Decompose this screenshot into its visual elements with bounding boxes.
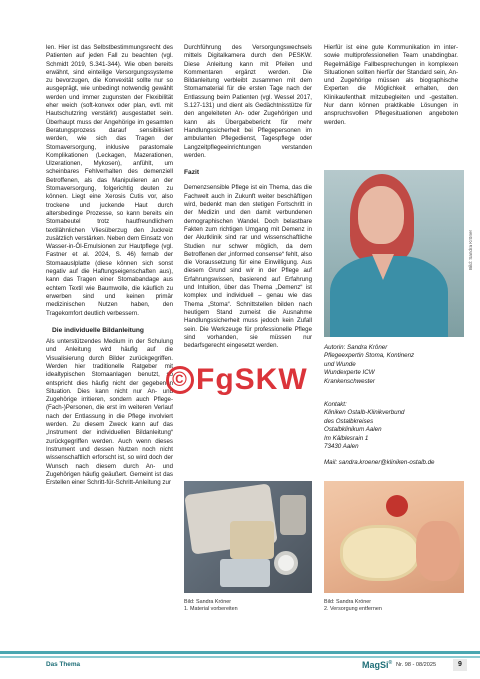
photo1-caption	[184, 599, 238, 613]
author-role-4: Krankenschwester	[324, 377, 375, 385]
photo2-stoma	[386, 495, 408, 517]
magazine-logo	[362, 660, 392, 670]
portrait-credit: Bild: Sandra Kröner	[468, 229, 473, 270]
column3-paragraph-1: Hierfür ist eine gute Kommunikation im inter- sowie multiprofessionellen Team unabdingbar. Regelmäßige Fallbesprechungen in komplexen Situationen sollten hierfür der Standard sein, An- und Zugehörige müssen als biographische Experten die Möglichkeit erhalten, den Klinikaufenthalt mitzubegleiten und -gestalten. Nur dann können praktikable Lösungen in anspruchsvollen Pflegesituationen angeboten werden.	[324, 44, 458, 126]
material-photo	[184, 481, 312, 593]
footer-rule-top	[0, 651, 480, 654]
section-heading-bildanleitung: Die individuelle Bildanleitung	[52, 326, 144, 334]
contact-line-2: des Ostalbkreises	[324, 417, 374, 425]
photo2-credit: Bild: Sandra Kröner	[324, 599, 372, 605]
contact-line-4: Im Kälblesrain 1	[324, 434, 369, 442]
photo2-hand	[416, 521, 460, 581]
author-portrait-photo	[324, 170, 464, 337]
photo1-tape-roll	[274, 551, 298, 575]
registered-mark: ®	[388, 660, 393, 666]
watermark-text: FgSKW	[196, 363, 308, 396]
portrait-uniform	[330, 256, 448, 337]
copyright-icon: ©	[166, 366, 194, 394]
photo1-box	[230, 521, 274, 559]
footer-rule-bottom	[0, 656, 480, 658]
text-column-1	[46, 44, 173, 487]
text-column-2	[184, 44, 312, 350]
contact-heading: Kontakt:	[324, 401, 347, 408]
author-role-1: Pflegeexpertin Stoma, Kontinenz	[324, 352, 415, 360]
logo-text: MagSi	[362, 660, 389, 670]
contact-block	[324, 401, 464, 468]
contact-line-5: 73430 Aalen	[324, 443, 359, 451]
photo2-caption	[324, 599, 382, 613]
portrait-face	[358, 186, 404, 244]
photo2-wafer	[340, 525, 420, 581]
author-role-3: Wundexperte ICW	[324, 369, 375, 377]
text-column-3	[324, 44, 458, 127]
author-role-2: und Wunde	[324, 360, 356, 368]
photo1-credit: Bild: Sandra Kröner	[184, 599, 232, 605]
section-heading-fazit: Fazit	[184, 169, 200, 177]
photo1-description: 1. Material vorbereiten	[184, 606, 238, 612]
contact-email: Mail: sandra.kroener@kliniken-ostalb.de	[324, 459, 435, 467]
contact-line-3: Ostalbklinikum Aalen	[324, 426, 382, 434]
column2-paragraph-2: Demenzsensible Pflege ist ein Thema, das die Fachwelt auch in Zukunft weiter beschäftigen wird, bedenkt man den stetigen Fortschritt in der Medizin und den damit verbundenen demographischen Wandel. Doch belastbare Fakten zum richtigen Umgang mit Demenz in der Akutklinik sind rar und wissenschaftliche Studien nur schwer möglich, da dem Betroffenen der „informed consense“ fehlt, also die Voraussetzung für eine Einwilligung. Aus diesem Grund sind wir in der Pflege auf Erfahrungswissen, basierend auf Erfahrung und Intuition, über das Thema „Demenz“ ist komplex und individuell – genau wie das Thema „Stoma“. Schnittstellen bilden nach heutigem Stand zumeist die Ausnahme Handlungssicherheit muss jedoch kein Zufall sein. Die Werkzeuge für professionelle Pflege sind vorhanden, sie müssen nur bedarfsgerecht eingesetzt werden.	[184, 184, 312, 350]
footer-issue-number: Nr. 98 - 08/2025	[396, 662, 437, 668]
contact-line-1: Kliniken Ostalb-Klinikverbund	[324, 409, 405, 417]
column1-paragraph-2: Als unterstützendes Medium in der Schulung und Anleitung wird häufig auf die Visualisierung durch Bilder zurückgegriffen. Werden hier traditionelle Ratgeber mit idealtypischen Stomaanlagen benutzt, so entspricht dies häufig nicht der gegebenen Situation. Dies kann nicht nur An- und Zugehörige irritieren, sondern auch Pflege-(Fach-)Personen, die erst im weiteren Verlauf nach der Entlassung in die Pflege involviert werden. Zu diesem Zweck kann auf das „Instrument der individuellen Bildanleitung“ zurückgegriffen werden. Auch wenn dieses Instrument und dessen Nutzen noch nicht wissenschaftlich erforscht ist, so wird doch der Wunsch nach diesem durch An- und Zugehörigen häufig geäußert. Gemeint ist das Erstellen einer Schritt-für-Schritt-Anleitung zur	[46, 338, 173, 487]
photo2-description: 2. Versorgung entfernen	[324, 606, 382, 612]
column1-paragraph-1: len. Hier ist das Selbstbestimmungsrecht des Patienten auf jeden Fall zu beachten (vgl. Schmidt 2019, S.341-344). Wie oben bereits erwähnt, sind einteilige Versorgungssysteme zu bevorzugen, die Konvexität sollte nur so ausgeprägt, wie unbedingt notwendig gewählt werden und immer zugunsten der Flexibilität eher weich (soft-konvex oder plan, evtl. mit Hautschutzring verstärkt) ausgestattet sein. Überhaupt muss der Angehörige im gesamten Beratungsprozess darauf sensibilisiert werden, wie sich das Tragen der Stomaversorgung, inklusive parastomale Komplikationen (Leckagen, Mazerationen, Ulzerationen, Mykosen), anfühlt, um scheinbares Fehlverhalten des demenziell Betroffenen, als das Manipulieren an der Stomaversorgung, folgerichtig deuten zu können. Liegt eine Xerosis Cutis vor, also trockene und juckende Haut durch altersbedinge Prozesse, so kann bereits ein Stomabeutel trotz hautfreundlichem textilähnlichen Vliesüberzug den Juckreiz zusätzlich verstärken. Neben dem Einsatz von Wasser-in-Öl-Emulsionen zur Hautpflege (vgl. Fastner et al. 2024, S. 46) fernab der Stomaauslplatte (diese können sich sonst negativ auf die Haftungseigenschaften aus), kann das Tragen einer Stomabandage aus echtem Textil wie Baumwolle, die käuflich zu erwerben sind und keinen primär medizinischen Nutzen haben, den Tragekomfort deutlich verbessern.	[46, 44, 173, 317]
author-block	[324, 344, 464, 386]
copyright-watermark	[166, 363, 308, 397]
author-name: Autorin: Sandra Kröner	[324, 344, 388, 351]
column2-paragraph-1: Durchführung des Versorgungswechsels mittels Digitalkamera durch den PESKW. Diese Anleitung kann mit Pfeilen und Kommentaren ergänzt werden. Die Bildanleitung verbleibt zusammen mit dem Stomamaterial für die ersten Tage nach der Entlassung beim Patienten (vgl. Wessel 2017, S.127-131) und dient als Gedächtnisstütze für den angeleiteten An- oder Zugehörigen und kann als Übergabebericht für mehr Handlungssicherheit bei Pflegepersonen im ambulanten Pflegedienst, Tagespflege oder Langzeitpflegeeinrichtungen verstanden werden.	[184, 44, 312, 159]
photo1-pad	[280, 495, 306, 535]
footer-section-label: Das Thema	[46, 661, 81, 668]
contact-spacer	[324, 451, 464, 459]
stoma-photo	[324, 481, 464, 593]
photo1-bag	[220, 559, 270, 587]
page-number: 9	[453, 659, 467, 671]
